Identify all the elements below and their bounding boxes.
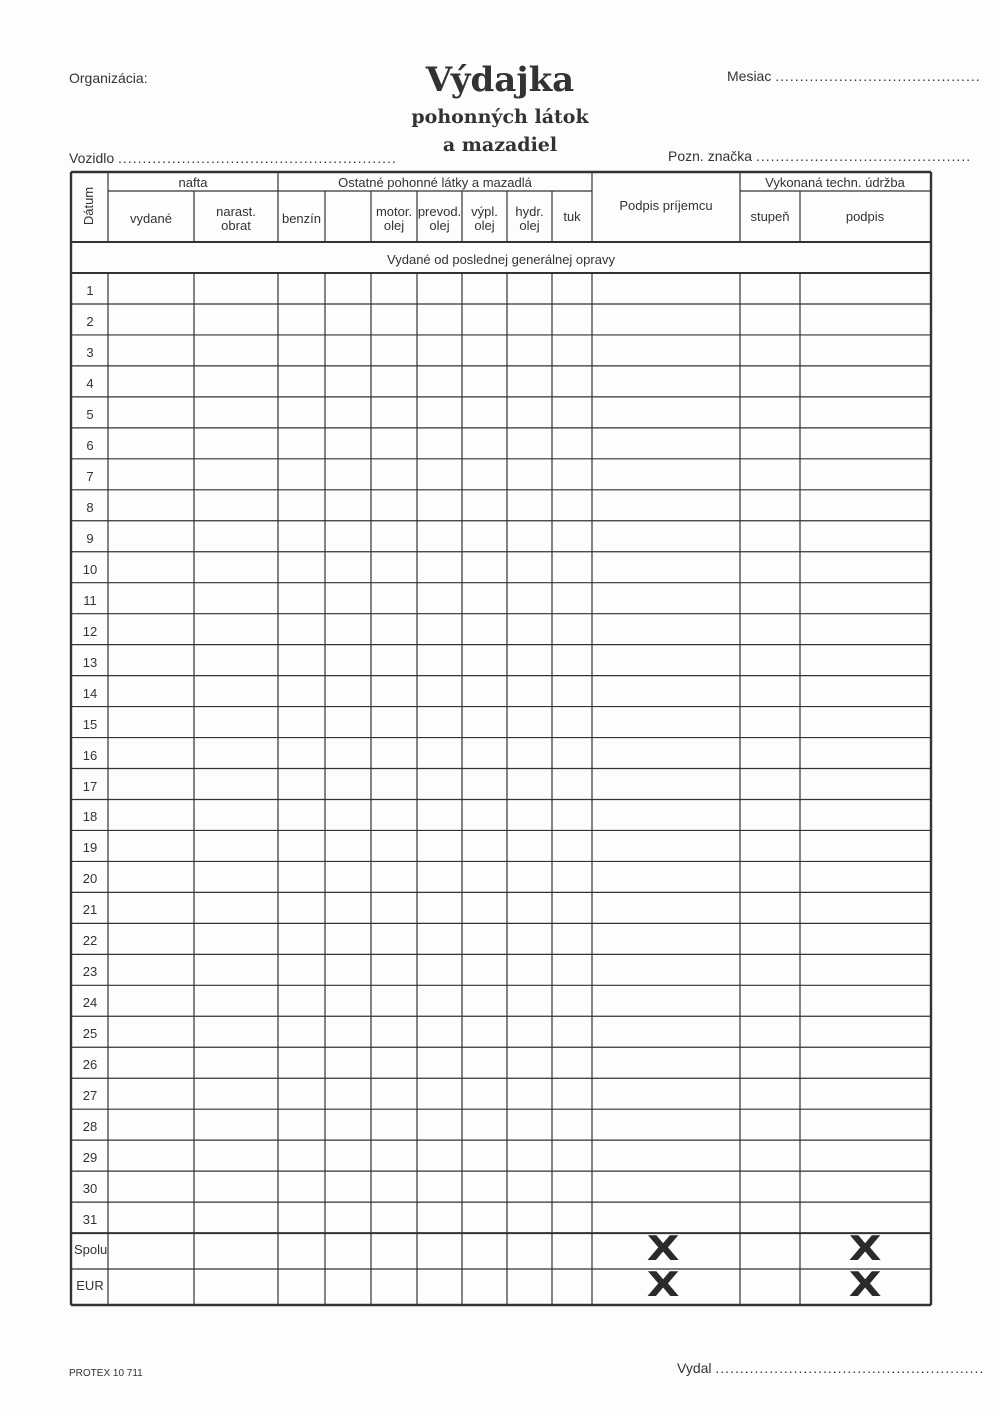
day-number: 28 <box>82 1119 98 1135</box>
day-number: 12 <box>82 623 98 639</box>
day-number: 15 <box>82 716 98 732</box>
tuk-header: tuk <box>563 209 581 224</box>
day-number: 31 <box>82 1212 98 1228</box>
recipient-signature-header: Podpis príjemcu <box>619 198 713 213</box>
spolu-label: Spolu <box>74 1242 108 1257</box>
issued-by-dots: ....................................................... <box>715 1360 985 1376</box>
narast-header-2: obrat <box>221 218 251 233</box>
issued-by-field[interactable] <box>677 1360 984 1376</box>
day-number: 4 <box>86 375 94 391</box>
day-number: 16 <box>82 747 98 763</box>
eur-label: EUR <box>76 1278 104 1293</box>
x-mark-eur-signature: X <box>646 1265 680 1305</box>
day-number: 7 <box>86 468 94 484</box>
form-subtitle-line3: a mazadiel <box>442 134 558 156</box>
motor-header-1: motor. <box>375 204 413 219</box>
day-number: 8 <box>86 499 94 515</box>
day-number: 25 <box>82 1026 98 1042</box>
day-number: 20 <box>82 871 98 887</box>
x-mark-spolu-podpis: X <box>848 1229 882 1269</box>
day-number: 10 <box>82 561 98 577</box>
x-mark-spolu-signature: X <box>646 1229 680 1269</box>
nafta-header: nafta <box>178 175 208 190</box>
day-number: 2 <box>86 313 94 329</box>
stupen-header: stupeň <box>750 209 790 224</box>
day-number: 6 <box>86 437 94 453</box>
day-number: 3 <box>86 344 94 360</box>
day-number: 5 <box>86 406 94 422</box>
day-number: 11 <box>83 592 97 608</box>
hydr-header-1: hydr. <box>515 204 544 219</box>
vypl-header-1: výpl. <box>471 204 498 219</box>
month-label: Mesiac <box>727 68 772 84</box>
form-subtitle-line2: pohonných látok <box>411 106 589 128</box>
since-overhaul-row-label: Vydané od poslednej generálnej opravy <box>387 252 615 267</box>
vypl-header-2: olej <box>474 218 495 233</box>
day-number: 21 <box>82 902 98 918</box>
day-number: 23 <box>82 964 98 980</box>
date-column-header: Dátum <box>81 186 96 226</box>
day-number: 22 <box>82 933 98 949</box>
issued-by-label: Vydal <box>677 1360 712 1376</box>
form-title: Výdajka <box>425 60 575 100</box>
day-number: 14 <box>82 685 98 701</box>
prevod-header-1: prevod. <box>417 204 462 219</box>
day-number: 27 <box>82 1088 98 1104</box>
plate-label: Pozn. značka <box>668 148 753 164</box>
podpis-header: podpis <box>845 209 885 224</box>
organization-label: Organizácia: <box>69 70 148 86</box>
maintenance-header: Vykonaná techn. údržba <box>765 175 905 190</box>
day-number: 24 <box>82 995 98 1011</box>
x-mark-eur-podpis: X <box>848 1265 882 1305</box>
plate-dots: ............................................ <box>755 148 972 164</box>
month-dots: .......................................... <box>775 68 981 84</box>
motor-header-2: olej <box>383 218 405 233</box>
day-number: 19 <box>82 840 98 856</box>
ostatne-header: Ostatné pohonné látky a mazadlá <box>338 175 532 190</box>
narast-header-1: narast. <box>216 204 256 219</box>
hydr-header-2: olej <box>519 218 540 233</box>
day-number: 17 <box>82 778 98 794</box>
vehicle-dots: ......................................................... <box>118 150 397 166</box>
benzin-header: benzín <box>281 211 322 226</box>
day-number: 13 <box>82 654 98 670</box>
vydane-header: vydané <box>130 211 172 226</box>
vehicle-label: Vozidlo <box>69 150 115 166</box>
day-number: 18 <box>82 809 98 825</box>
day-number: 9 <box>86 530 94 546</box>
day-number: 30 <box>82 1181 98 1197</box>
printer-code: PROTEX 10 711 <box>69 1368 143 1379</box>
prevod-header-2: olej <box>429 218 450 233</box>
day-number: 1 <box>86 283 94 298</box>
day-number: 29 <box>82 1150 98 1166</box>
day-number: 26 <box>82 1057 98 1073</box>
